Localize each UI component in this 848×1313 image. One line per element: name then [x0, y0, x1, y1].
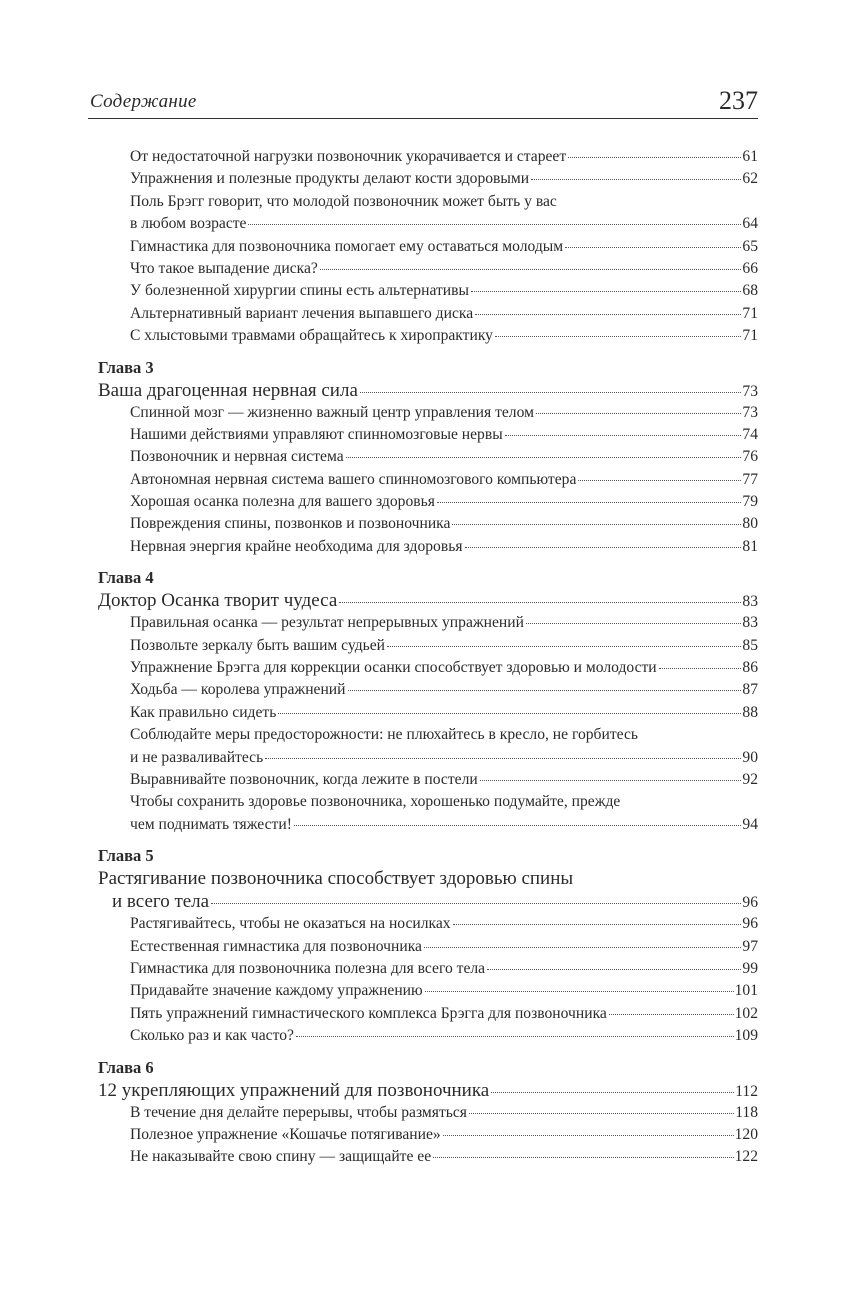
entry-title: Упражнение Брэгга для коррекции осанки способствует здоровью и молодости — [130, 659, 657, 677]
entry-page-number: 83 — [742, 614, 758, 632]
entry-title: Соблюдайте меры предосторожности: не плюхайтесь в кресло, не горбитесь — [130, 726, 638, 744]
dot-leader — [471, 291, 741, 292]
toc-entry — [98, 191, 758, 236]
chapter-title-line — [98, 890, 758, 913]
toc-entry-line — [98, 1003, 758, 1025]
dot-leader — [425, 991, 734, 992]
toc-entry-line — [98, 1146, 758, 1168]
entry-page-number: 86 — [742, 659, 758, 677]
dot-leader — [433, 1157, 733, 1158]
dot-leader — [505, 435, 742, 436]
toc-entry — [98, 325, 758, 347]
chapter-page-number: 83 — [742, 593, 758, 611]
toc-entry-line — [98, 213, 758, 235]
entry-title: Чтобы сохранить здоровье позвоночника, хорошенько подумайте, прежде — [130, 793, 621, 811]
toc-entry — [98, 936, 758, 958]
toc-entry — [98, 612, 758, 634]
dot-leader — [248, 224, 741, 225]
entry-title: Растягивайтесь, чтобы не оказаться на носилках — [130, 915, 451, 933]
toc-entry-line — [98, 1025, 758, 1047]
entry-title: От недостаточной нагрузки позвоночник укорачивается и стареет — [130, 148, 567, 165]
toc-entry — [98, 168, 758, 190]
dot-leader — [609, 1014, 734, 1015]
toc-entry — [98, 1146, 758, 1168]
entry-title: Не наказывайте свою спину — защищайте ее — [130, 1148, 432, 1166]
entry-page-number: 77 — [742, 470, 758, 488]
dot-leader — [443, 1135, 734, 1136]
entry-title: Ходьба — королева упражнений — [130, 681, 346, 699]
toc-entry — [98, 402, 758, 424]
dot-leader — [465, 547, 742, 548]
toc-entry — [98, 1025, 758, 1047]
toc-entry — [98, 657, 758, 679]
entry-title: Придавайте значение каждому упражнению — [130, 982, 423, 1000]
toc-entry — [98, 446, 758, 468]
toc-entry-line — [98, 491, 758, 513]
entry-page-number: 118 — [735, 1103, 758, 1121]
dot-leader — [265, 758, 741, 759]
page-number: 237 — [719, 86, 758, 115]
toc-entry-line — [98, 1102, 758, 1124]
dot-leader — [531, 179, 741, 180]
toc-entry — [98, 469, 758, 491]
entry-title: Повреждения спины, позвонков и позвоночника — [130, 515, 451, 533]
dot-leader — [495, 336, 741, 337]
toc-entry — [98, 679, 758, 701]
entry-title: Позвольте зеркалу быть вашим судьей — [130, 636, 386, 654]
chapter-section — [98, 844, 758, 1047]
toc-entry — [98, 791, 758, 836]
toc-entry — [98, 1003, 758, 1025]
chapter-title-text: Доктор Осанка творит чудеса — [98, 590, 338, 612]
dot-leader — [346, 457, 742, 458]
toc-entry-line — [98, 724, 758, 746]
chapter-label: Глава 5 — [98, 846, 154, 866]
toc-entry-line — [98, 936, 758, 958]
toc-entry-line — [98, 146, 758, 168]
dot-leader — [453, 924, 742, 925]
entry-title: Нервная энергия крайне необходима для здоровья — [130, 537, 463, 555]
entry-title: Автономная нервная система вашего спинномозгового компьютера — [130, 470, 577, 488]
toc-entry-line — [98, 513, 758, 535]
dot-leader — [469, 1113, 734, 1114]
entry-page-number: 65 — [742, 237, 758, 255]
entry-title: Позвоночник и нервная система — [130, 448, 344, 466]
toc-entry — [98, 513, 758, 535]
toc-entry — [98, 536, 758, 558]
toc-entry-line — [98, 325, 758, 347]
entry-page-number: 97 — [742, 937, 758, 955]
toc-entry-line — [98, 536, 758, 558]
entry-page-number: 79 — [742, 493, 758, 511]
entry-title: Полезное упражнение «Кошачье потягивание» — [130, 1125, 441, 1143]
chapter-title-line — [98, 379, 758, 402]
entry-page-number: 71 — [742, 304, 758, 322]
toc-entry — [98, 958, 758, 980]
toc-entry-line — [98, 280, 758, 302]
toc-entry-line — [98, 1124, 758, 1146]
toc-entry — [98, 913, 758, 935]
entry-page-number: 66 — [742, 259, 758, 277]
dot-leader — [480, 780, 742, 781]
toc-entry-line — [98, 424, 758, 446]
toc-entry — [98, 236, 758, 258]
dot-leader — [568, 157, 741, 158]
dot-leader — [294, 825, 742, 826]
entry-page-number: 68 — [742, 282, 758, 300]
toc-entry-line — [98, 258, 758, 280]
dot-leader — [320, 269, 742, 270]
dot-leader — [387, 646, 741, 647]
entry-title: У болезненной хирургии спины есть альтернативы — [130, 282, 469, 300]
entry-title: Что такое выпадение диска? — [130, 259, 318, 277]
table-of-contents — [98, 146, 758, 1169]
entry-page-number: 62 — [742, 170, 758, 188]
entry-page-number: 120 — [734, 1125, 758, 1143]
toc-entry — [98, 280, 758, 302]
chapter-label: Глава 6 — [98, 1057, 154, 1077]
toc-entry-line — [98, 168, 758, 190]
chapter-page-number: 73 — [742, 382, 758, 400]
dot-leader — [526, 623, 741, 624]
toc-entry — [98, 424, 758, 446]
toc-entry-line — [98, 769, 758, 791]
toc-entry-line — [98, 469, 758, 491]
header-title: Содержание — [90, 91, 197, 112]
toc-entry — [98, 724, 758, 769]
toc-entry-line — [98, 657, 758, 679]
chapter-label: Глава 3 — [98, 357, 154, 377]
dot-leader — [360, 392, 742, 393]
entry-title: С хлыстовыми травмами обращайтесь к хиропрактику — [130, 327, 493, 345]
entry-title: Правильная осанка — результат непрерывных упражнений — [130, 614, 524, 632]
toc-entry — [98, 980, 758, 1002]
toc-entry-line — [98, 814, 758, 836]
toc-entry — [98, 258, 758, 280]
running-header — [88, 84, 758, 119]
toc-entry-line — [98, 980, 758, 1002]
toc-entry-line — [98, 446, 758, 468]
entry-title: В течение дня делайте перерывы, чтобы размяться — [130, 1103, 467, 1121]
entry-title: Хорошая осанка полезна для вашего здоровья — [130, 493, 435, 511]
dot-leader — [424, 947, 741, 948]
entry-title: Спинной мозг — жизненно важный центр управления телом — [130, 403, 534, 421]
toc-section — [98, 146, 758, 348]
entry-page-number: 73 — [742, 403, 758, 421]
dot-leader — [487, 969, 741, 970]
toc-entry — [98, 1124, 758, 1146]
chapter-page-number: 96 — [742, 894, 758, 912]
entry-page-number: 61 — [742, 148, 758, 165]
dot-leader — [348, 690, 742, 691]
chapter-title-line — [98, 867, 758, 890]
toc-entry-line — [98, 791, 758, 813]
dot-leader — [437, 502, 742, 503]
dot-leader — [536, 413, 741, 414]
dot-leader — [452, 524, 741, 525]
chapter-title-text: 12 укрепляющих упражнений для позвоночника — [98, 1079, 490, 1101]
entry-title: Упражнения и полезные продукты делают кости здоровыми — [130, 170, 530, 188]
dot-leader — [475, 314, 741, 315]
entry-title: чем поднимать тяжести! — [130, 815, 292, 833]
entry-title: Нашими действиями управляют спинномозговые нервы — [130, 425, 503, 443]
toc-entry-line — [98, 191, 758, 213]
entry-title: Естественная гимнастика для позвоночника — [130, 937, 422, 955]
entry-page-number: 96 — [742, 915, 758, 933]
dot-leader — [659, 668, 742, 669]
entry-page-number: 87 — [742, 681, 758, 699]
entry-title: в любом возрасте — [130, 215, 247, 233]
entry-title: и не разваливайтесь — [130, 748, 264, 766]
entry-page-number: 99 — [742, 959, 758, 977]
toc-entry — [98, 1102, 758, 1124]
dot-leader — [578, 480, 741, 481]
entry-title: Пять упражнений гимнастического комплекса Брэгга для позвоночника — [130, 1004, 607, 1022]
entry-title: Гимнастика для позвоночника полезна для всего тела — [130, 959, 486, 977]
entry-page-number: 88 — [742, 703, 758, 721]
toc-entry-line — [98, 635, 758, 657]
dot-leader — [296, 1036, 734, 1037]
entry-page-number: 109 — [734, 1027, 758, 1045]
dot-leader — [211, 903, 741, 904]
entry-title: Поль Брэгг говорит, что молодой позвоночник может быть у вас — [130, 192, 557, 210]
toc-entry-line — [98, 679, 758, 701]
entry-page-number: 94 — [742, 815, 758, 833]
entry-page-number: 90 — [742, 748, 758, 766]
toc-entry-line — [98, 303, 758, 325]
chapter-title-line — [98, 589, 758, 612]
toc-entry-line — [98, 913, 758, 935]
chapter-label: Глава 4 — [98, 568, 154, 588]
entry-page-number: 101 — [734, 982, 758, 1000]
entry-page-number: 74 — [742, 425, 758, 443]
entry-page-number: 64 — [742, 215, 758, 233]
toc-entry — [98, 702, 758, 724]
toc-entry — [98, 635, 758, 657]
dot-leader — [278, 713, 741, 714]
toc-entry — [98, 769, 758, 791]
dot-leader — [565, 247, 741, 248]
entry-page-number: 85 — [742, 636, 758, 654]
entry-page-number: 76 — [742, 448, 758, 466]
toc-entry — [98, 303, 758, 325]
dot-leader — [491, 1092, 734, 1093]
chapter-title-text: Растягивание позвоночника способствует здоровью спины — [98, 868, 574, 890]
dot-leader — [339, 602, 741, 603]
entry-page-number: 102 — [734, 1004, 758, 1022]
toc-entry-line — [98, 402, 758, 424]
toc-entry-line — [98, 958, 758, 980]
chapter-section — [98, 356, 758, 559]
entry-title: Выравнивайте позвоночник, когда лежите в постели — [130, 770, 478, 788]
toc-entry-line — [98, 702, 758, 724]
entry-title: Как правильно сидеть — [130, 703, 277, 721]
entry-title: Сколько раз и как часто? — [130, 1027, 294, 1045]
chapter-title-text: Ваша драгоценная нервная сила — [98, 379, 358, 401]
entry-page-number: 71 — [742, 327, 758, 345]
toc-entry — [98, 146, 758, 168]
toc-entry-line — [98, 747, 758, 769]
toc-entry-line — [98, 236, 758, 258]
entry-title: Гимнастика для позвоночника помогает ему оставаться молодым — [130, 237, 564, 255]
entry-page-number: 122 — [734, 1148, 758, 1166]
toc-entry — [98, 491, 758, 513]
entry-page-number: 81 — [742, 537, 758, 555]
chapter-section — [98, 566, 758, 836]
entry-page-number: 80 — [742, 515, 758, 533]
entry-title: Альтернативный вариант лечения выпавшего диска — [130, 304, 474, 322]
chapter-section — [98, 1056, 758, 1169]
chapter-title-text: и всего тела — [112, 891, 210, 913]
toc-entry-line — [98, 612, 758, 634]
chapter-page-number: 112 — [735, 1082, 758, 1100]
chapter-title-line — [98, 1079, 758, 1102]
entry-page-number: 92 — [742, 770, 758, 788]
